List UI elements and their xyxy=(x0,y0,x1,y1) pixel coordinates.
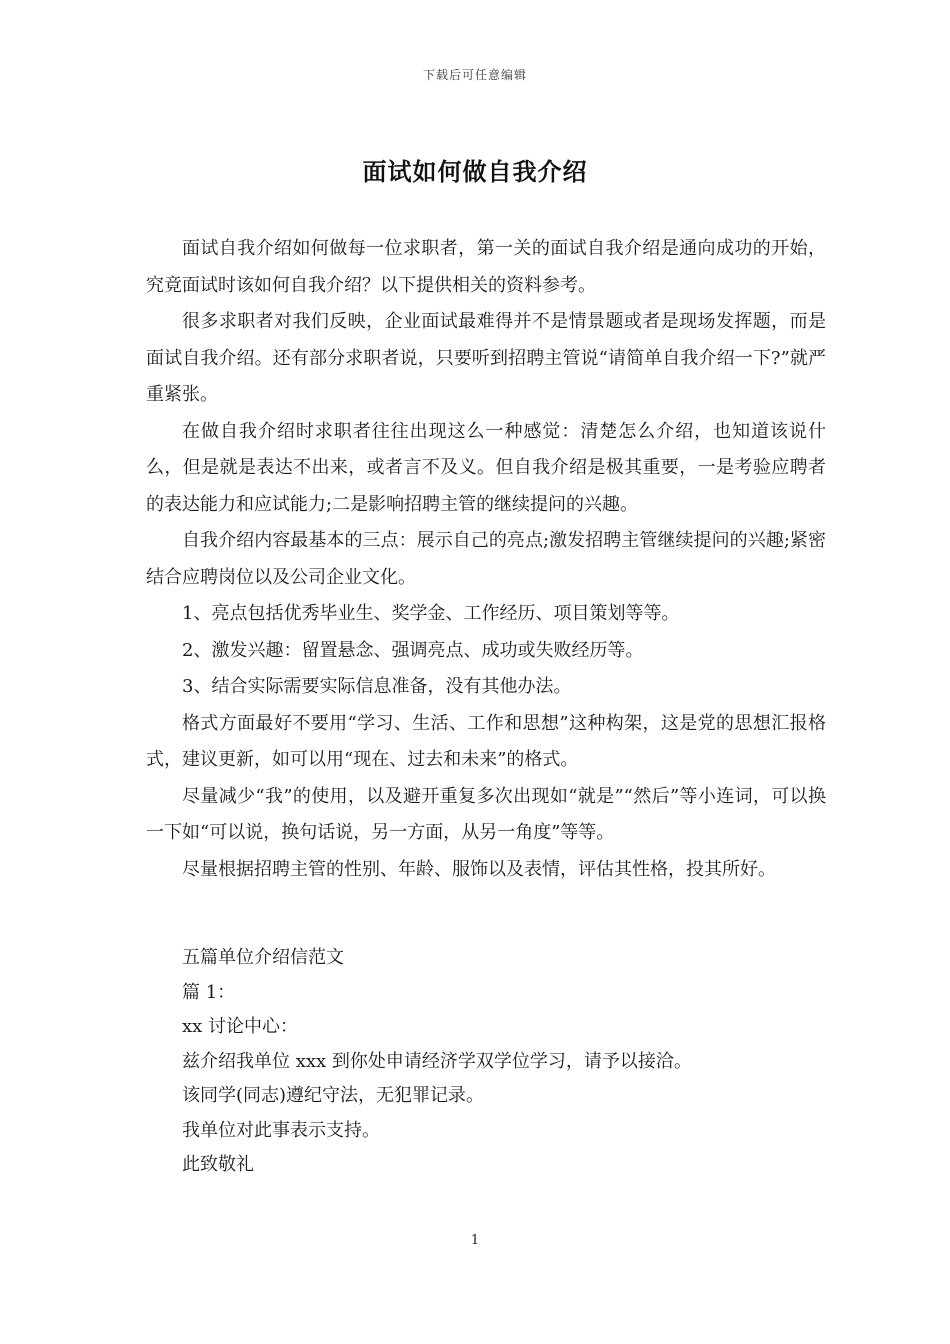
paragraph: 尽量根据招聘主管的性别、年龄、服饰以及表情，评估其性格，投其所好。 xyxy=(182,858,776,880)
list-item: 2、激发兴趣：留置悬念、强调亮点、成功或失败经历等。 xyxy=(182,639,644,661)
paragraph: 尽量减少“我”的使用，以及避开重复多次出现如“就是”“然后”等小连词，可以换一下如“可以说，换句话说，另一方面，从另一角度”等等。 xyxy=(146,785,826,843)
letter-closing: 此致敬礼 xyxy=(182,1154,254,1175)
page-number: 1 xyxy=(470,1233,480,1248)
letter-heading: 五篇单位介绍信范文 xyxy=(182,947,344,968)
paragraph: 很多求职者对我们反映，企业面试最难得并不是情景题或者是现场发挥题，而是面试自我介绍。还有部分求职者说，只要听到招聘主管说“请简单自我介绍一下?”就严重紧张。 xyxy=(146,311,826,405)
document-body xyxy=(146,231,826,888)
page-header: 下载后可任意编辑 xyxy=(422,68,527,82)
letter-recipient: xx 讨论中心： xyxy=(182,1016,299,1037)
letter-section xyxy=(182,941,822,1183)
letter-line: 我单位对此事表示支持。 xyxy=(182,1119,380,1141)
letter-line: 该同学(同志)遵纪守法，无犯罪记录。 xyxy=(182,1085,485,1106)
paragraph: 格式方面最好不要用“学习、生活、工作和思想”这种构架，这是党的思想汇报格式，建议更新，如可以用“现在、过去和未来”的格式。 xyxy=(146,712,826,770)
letter-part-label: 篇 1： xyxy=(182,981,236,1003)
list-item: 3、结合实际需要实际信息准备，没有其他办法。 xyxy=(182,676,572,697)
paragraph: 自我介绍内容最基本的三点：展示自己的亮点;激发招聘主管继续提问的兴趣;紧密结合应聘岗位以及公司企业文化。 xyxy=(146,530,826,588)
paragraph: 在做自我介绍时求职者往往出现这么一种感觉：清楚怎么介绍，也知道该说什么，但是就是表达不出来，或者言不及义。但自我介绍是极其重要，一是考验应聘者的表达能力和应试能力;二是影响招聘主管的继续提问的兴趣。 xyxy=(146,420,826,515)
letter-line: 兹介绍我单位 xxx 到你处申请经济学双学位学习，请予以接洽。 xyxy=(182,1050,692,1072)
document-title: 面试如何做自我介绍 xyxy=(362,157,588,186)
paragraph: 面试自我介绍如何做每一位求职者，第一关的面试自我介绍是通向成功的开始，究竟面试时该如何自我介绍？以下提供相关的资料参考。 xyxy=(146,238,826,296)
list-item: 1、亮点包括优秀毕业生、奖学金、工作经历、项目策划等等。 xyxy=(182,603,680,624)
